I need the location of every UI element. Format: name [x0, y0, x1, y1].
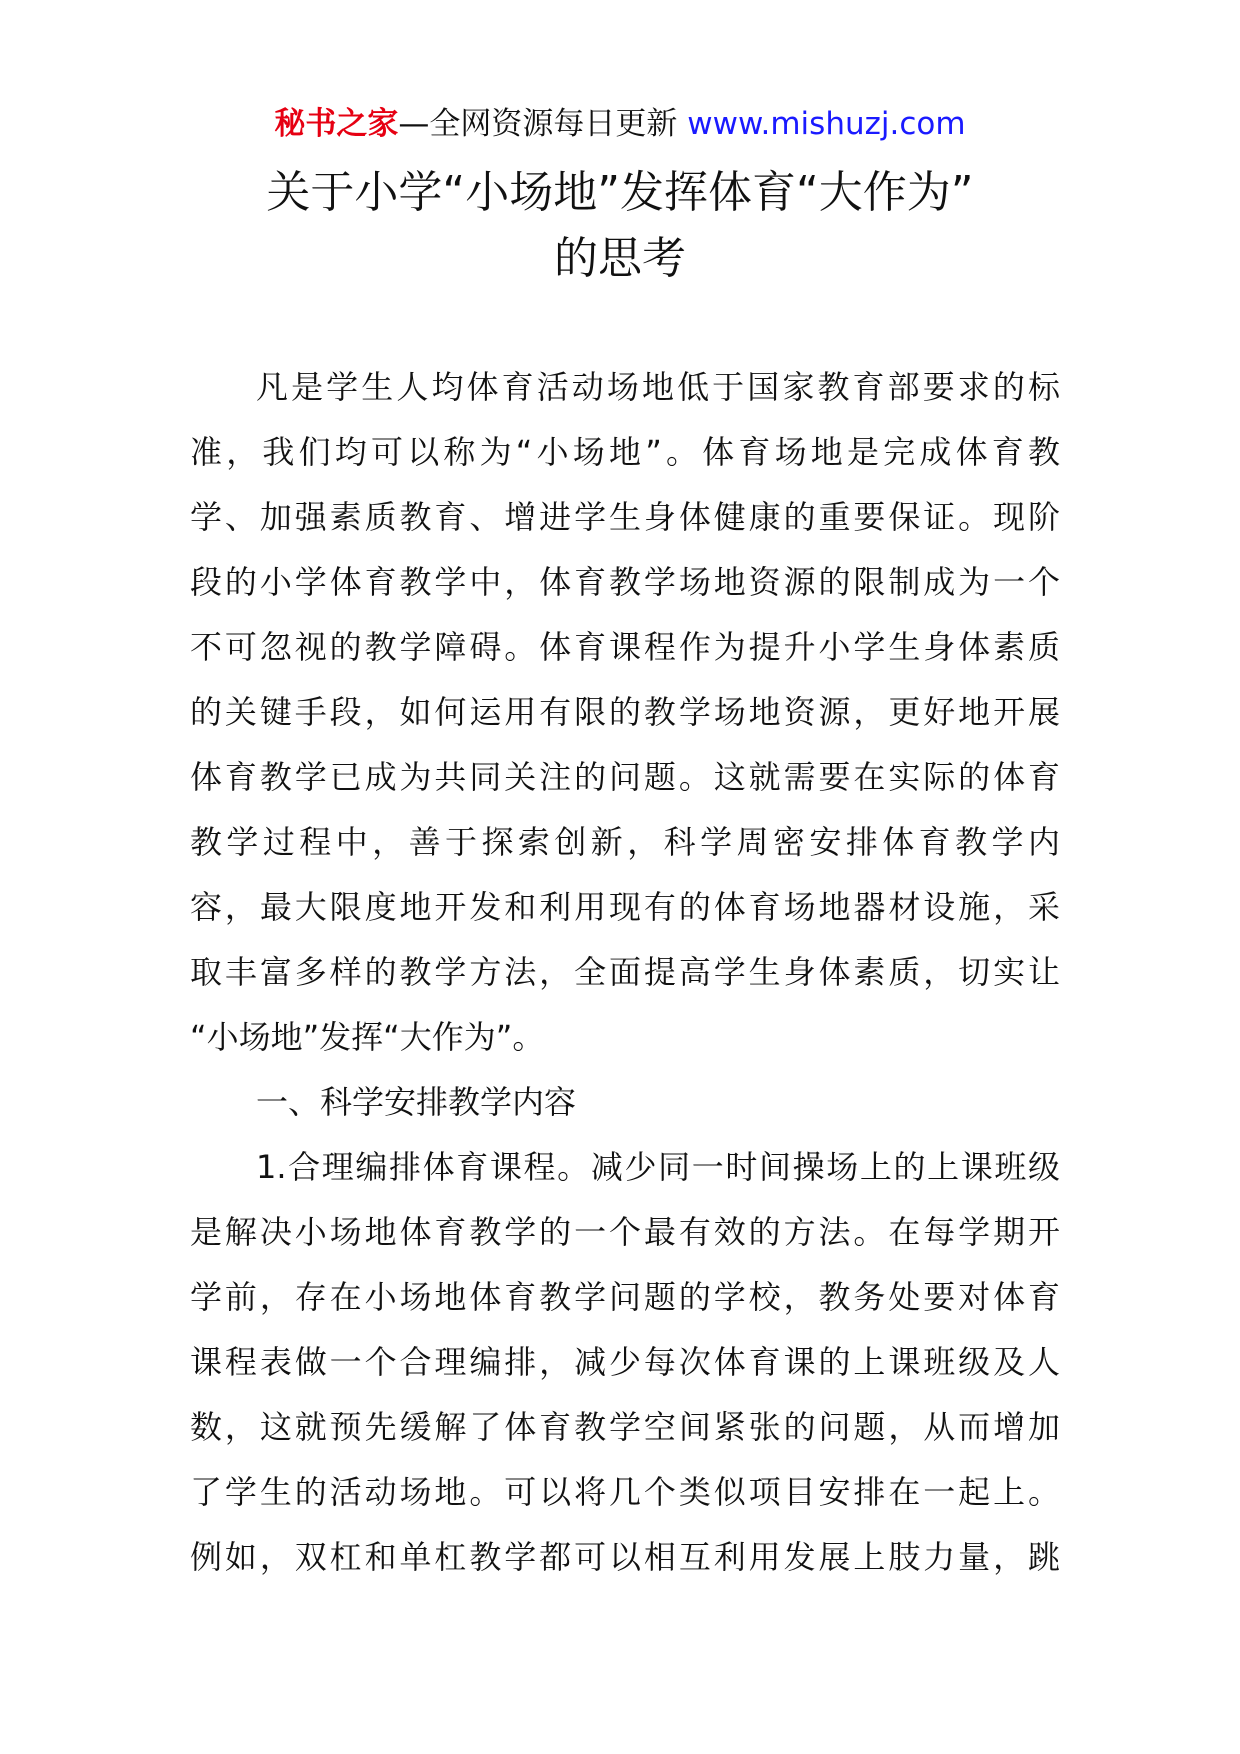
- body-line: 取丰富多样的教学方法，全面提高学生身体素质，切实让: [190, 953, 1060, 991]
- body-line: 例如，双杠和单杠教学都可以相互利用发展上肢力量，跳: [190, 1538, 1060, 1576]
- site-slogan: —全网资源每日更新: [398, 106, 678, 142]
- body-line: 学前，存在小场地体育教学问题的学校，教务处要对体育: [190, 1278, 1060, 1316]
- body-line: 容，最大限度地开发和利用现有的体育场地器材设施，采: [190, 888, 1060, 926]
- site-header: [0, 102, 1240, 146]
- site-url-link[interactable]: www.mishuzj.com: [687, 106, 966, 142]
- document-body: [190, 355, 1060, 1590]
- title-line-2: 的思考: [554, 233, 686, 284]
- body-line: 段的小学体育教学中，体育教学场地资源的限制成为一个: [190, 563, 1060, 601]
- site-brand: 秘书之家: [274, 106, 399, 142]
- body-line: 凡是学生人均体育活动场地低于国家教育部要求的标: [256, 368, 1060, 406]
- body-line: 学、加强素质教育、增进学生身体健康的重要保证。现阶: [190, 498, 1060, 536]
- body-line: 准，我们均可以称为“小场地”。体育场地是完成体育教: [190, 433, 1060, 471]
- body-line: 是解决小场地体育教学的一个最有效的方法。在每学期开: [190, 1213, 1060, 1251]
- body-line: 教学过程中，善于探索创新，科学周密安排体育教学内: [190, 823, 1060, 861]
- body-line: 课程表做一个合理编排，减少每次体育课的上课班级及人: [190, 1343, 1060, 1381]
- body-line: 不可忽视的教学障碍。体育课程作为提升小学生身体素质: [190, 628, 1060, 666]
- document-title: [150, 160, 1090, 292]
- body-line: 了学生的活动场地。可以将几个类似项目安排在一起上。: [190, 1473, 1060, 1511]
- body-line: 的关键手段，如何运用有限的教学场地资源，更好地开展: [190, 693, 1060, 731]
- body-line: “小场地”发挥“大作为”。: [190, 1018, 545, 1056]
- section-heading: 一、科学安排教学内容: [256, 1083, 577, 1121]
- body-line: 1.合理编排体育课程。减少同一时间操场上的上课班级: [256, 1148, 1060, 1186]
- body-line: 体育教学已成为共同关注的问题。这就需要在实际的体育: [190, 758, 1060, 796]
- title-line-1: 关于小学“小场地”发挥体育“大作为”: [266, 167, 974, 218]
- body-line: 数，这就预先缓解了体育教学空间紧张的问题，从而增加: [190, 1408, 1060, 1446]
